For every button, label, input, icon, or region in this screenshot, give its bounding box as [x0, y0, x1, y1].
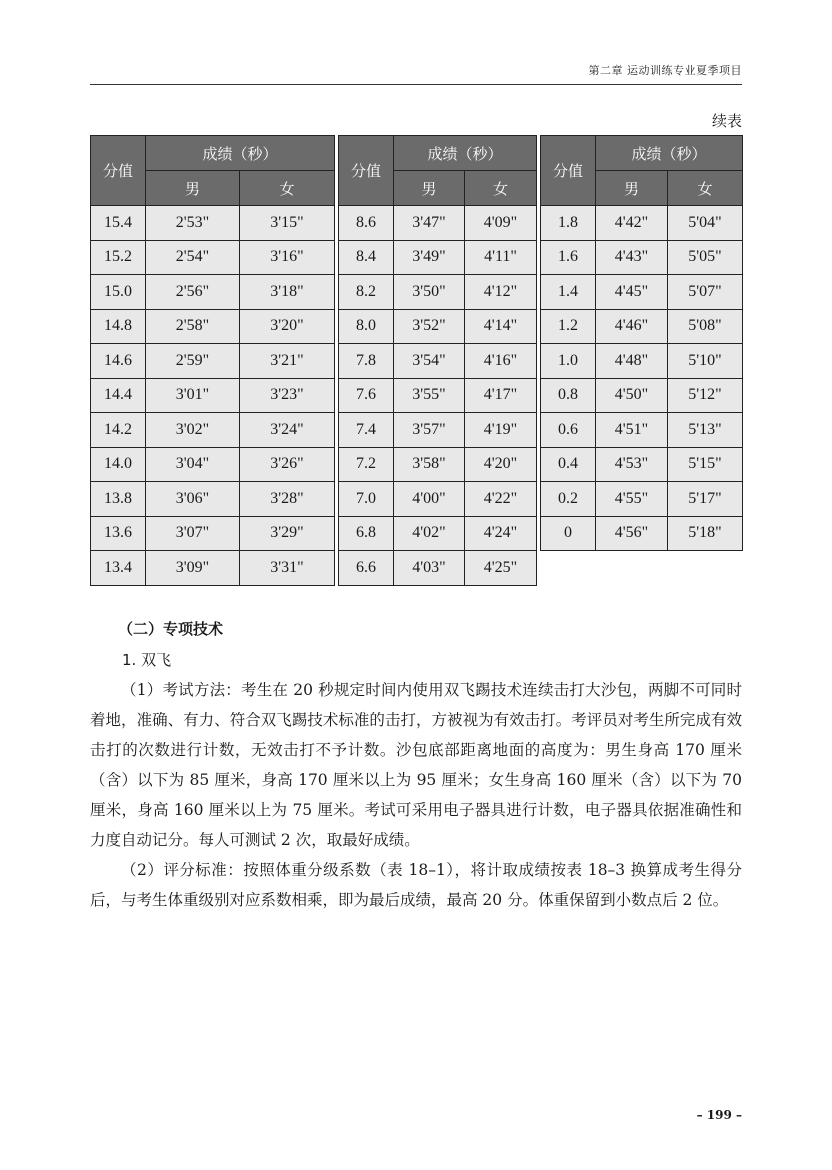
table-row [339, 413, 537, 448]
score-cell: 13.6 [91, 516, 146, 551]
female-time-cell: 4'24" [465, 516, 537, 551]
table-row [91, 482, 335, 517]
score-cell: 1.6 [541, 240, 596, 275]
male-time-cell: 3'06" [146, 482, 240, 517]
male-time-cell: 4'43" [596, 240, 668, 275]
male-time-cell: 4'50" [596, 378, 668, 413]
score-cell: 14.0 [91, 447, 146, 482]
score-cell: 14.8 [91, 309, 146, 344]
score-cell: 7.2 [339, 447, 394, 482]
female-time-cell: 3'21" [240, 344, 335, 379]
female-time-cell: 3'20" [240, 309, 335, 344]
male-column-header: 男 [596, 171, 668, 206]
score-cell: 8.4 [339, 240, 394, 275]
male-time-cell: 3'50" [394, 275, 465, 310]
female-time-cell: 3'29" [240, 516, 335, 551]
male-time-cell: 4'42" [596, 206, 668, 241]
female-time-cell: 3'23" [240, 378, 335, 413]
table-row [541, 482, 743, 517]
score-cell: 14.6 [91, 344, 146, 379]
table-row [541, 516, 743, 551]
male-time-cell: 4'46" [596, 309, 668, 344]
score-column-header: 分值 [91, 136, 146, 206]
female-time-cell: 4'25" [465, 551, 537, 586]
female-time-cell: 3'24" [240, 413, 335, 448]
table-row [541, 413, 743, 448]
score-cell: 7.0 [339, 482, 394, 517]
score-cell: 0 [541, 516, 596, 551]
female-time-cell: 3'18" [240, 275, 335, 310]
female-time-cell: 3'26" [240, 447, 335, 482]
male-column-header: 男 [146, 171, 240, 206]
score-cell: 0.4 [541, 447, 596, 482]
male-time-cell: 3'01" [146, 378, 240, 413]
table-row [339, 516, 537, 551]
table-row [91, 551, 335, 586]
female-time-cell: 3'16" [240, 240, 335, 275]
score-column-header: 分值 [541, 136, 596, 206]
female-column-header: 女 [240, 171, 335, 206]
female-time-cell: 4'14" [465, 309, 537, 344]
table-row [91, 447, 335, 482]
table-row [91, 413, 335, 448]
female-time-cell: 5'12" [668, 378, 743, 413]
table-row [339, 378, 537, 413]
score-cell: 1.8 [541, 206, 596, 241]
male-column-header: 男 [394, 171, 465, 206]
female-time-cell: 4'20" [465, 447, 537, 482]
table-row [541, 240, 743, 275]
male-time-cell: 3'02" [146, 413, 240, 448]
female-time-cell: 5'10" [668, 344, 743, 379]
female-time-cell: 5'17" [668, 482, 743, 517]
female-time-cell: 3'31" [240, 551, 335, 586]
score-cell: 15.4 [91, 206, 146, 241]
score-cell: 15.0 [91, 275, 146, 310]
female-column-header: 女 [668, 171, 743, 206]
table-row [339, 309, 537, 344]
female-time-cell: 4'22" [465, 482, 537, 517]
table-row [91, 344, 335, 379]
male-time-cell: 4'48" [596, 344, 668, 379]
male-time-cell: 3'57" [394, 413, 465, 448]
male-time-cell: 4'00" [394, 482, 465, 517]
score-column-header: 分值 [339, 136, 394, 206]
female-time-cell: 3'15" [240, 206, 335, 241]
score-table-3 [540, 135, 743, 551]
table-row [339, 447, 537, 482]
table-row [541, 275, 743, 310]
running-head: 第二章 运动训练专业夏季项目 [588, 64, 742, 77]
male-time-cell: 3'52" [394, 309, 465, 344]
female-time-cell: 3'28" [240, 482, 335, 517]
score-cell: 8.6 [339, 206, 394, 241]
female-time-cell: 5'04" [668, 206, 743, 241]
table-row [541, 344, 743, 379]
female-time-cell: 5'05" [668, 240, 743, 275]
page-number: – 199 – [696, 1108, 742, 1122]
female-column-header: 女 [465, 171, 537, 206]
table-row [91, 516, 335, 551]
table-row [91, 309, 335, 344]
female-time-cell: 4'12" [465, 275, 537, 310]
male-time-cell: 3'04" [146, 447, 240, 482]
score-cell: 14.4 [91, 378, 146, 413]
score-cell: 1.4 [541, 275, 596, 310]
result-column-header: 成绩（秒） [394, 136, 537, 171]
score-cell: 0.6 [541, 413, 596, 448]
table-row [91, 240, 335, 275]
score-cell: 8.0 [339, 309, 394, 344]
table-row [91, 378, 335, 413]
score-cell: 14.2 [91, 413, 146, 448]
female-time-cell: 4'17" [465, 378, 537, 413]
female-time-cell: 5'08" [668, 309, 743, 344]
score-cell: 8.2 [339, 275, 394, 310]
table-row [91, 206, 335, 241]
female-time-cell: 5'18" [668, 516, 743, 551]
male-time-cell: 4'03" [394, 551, 465, 586]
score-cell: 7.6 [339, 378, 394, 413]
male-time-cell: 2'56" [146, 275, 240, 310]
male-time-cell: 3'55" [394, 378, 465, 413]
table-row [339, 482, 537, 517]
female-time-cell: 5'13" [668, 413, 743, 448]
result-column-header: 成绩（秒） [596, 136, 743, 171]
male-time-cell: 4'51" [596, 413, 668, 448]
female-time-cell: 4'19" [465, 413, 537, 448]
male-time-cell: 4'56" [596, 516, 668, 551]
score-table-2 [338, 135, 537, 586]
table-row [339, 206, 537, 241]
male-time-cell: 4'55" [596, 482, 668, 517]
female-time-cell: 4'09" [465, 206, 537, 241]
header-rule [90, 84, 742, 85]
female-time-cell: 5'07" [668, 275, 743, 310]
female-time-cell: 4'16" [465, 344, 537, 379]
male-time-cell: 3'47" [394, 206, 465, 241]
score-cell: 6.6 [339, 551, 394, 586]
female-time-cell: 5'15" [668, 447, 743, 482]
score-cell: 7.8 [339, 344, 394, 379]
table-row [541, 309, 743, 344]
female-time-cell: 4'11" [465, 240, 537, 275]
score-cell: 13.8 [91, 482, 146, 517]
score-cell: 13.4 [91, 551, 146, 586]
exam-method-paragraph: （1）考试方法：考生在 20 秒规定时间内使用双飞踢技术连续击打大沙包，两脚不可同时着地，准确、有力、符合双飞踢技术标准的击打，方被视为有效击打。考评员对考生所完成有效击打的次数进行计数，无效击打不予计数。沙包底部距离地面的高度为：男生身高 170 厘米（含）以下为 85 厘米，身高 170 厘米以上为 95 厘米；女生身高 160 厘米（含）以下为 70 厘米，身高 160 厘米以上为 75 厘米。考试可采用电子器具进行计数，电子器具依据准确性和力度自动记分。每人可测试 2 次，取最好成绩。 [90, 681, 742, 849]
male-time-cell: 2'58" [146, 309, 240, 344]
table-row [339, 551, 537, 586]
scoring-standard-paragraph: （2）评分标准：按照体重分级系数（表 18–1），将计取成绩按表 18–3 换算成考生得分后，与考生体重级别对应系数相乘，即为最后成绩，最高 20 分。体重保留到小数点后 2 位。 [90, 861, 742, 909]
score-cell: 1.2 [541, 309, 596, 344]
section-title: （二）专项技术 [118, 620, 224, 638]
result-column-header: 成绩（秒） [146, 136, 335, 171]
table-row [541, 206, 743, 241]
male-time-cell: 3'09" [146, 551, 240, 586]
score-table-1 [90, 135, 335, 586]
male-time-cell: 2'54" [146, 240, 240, 275]
table-row [339, 344, 537, 379]
subsection-title: 1. 双飞 [122, 651, 172, 669]
score-cell: 0.2 [541, 482, 596, 517]
score-cell: 6.8 [339, 516, 394, 551]
continued-table-label: 续表 [711, 112, 742, 130]
male-time-cell: 4'02" [394, 516, 465, 551]
table-row [541, 378, 743, 413]
male-time-cell: 4'53" [596, 447, 668, 482]
score-cell: 7.4 [339, 413, 394, 448]
male-time-cell: 3'58" [394, 447, 465, 482]
table-row [541, 447, 743, 482]
male-time-cell: 3'54" [394, 344, 465, 379]
table-row [91, 275, 335, 310]
table-row [339, 240, 537, 275]
male-time-cell: 2'53" [146, 206, 240, 241]
male-time-cell: 3'07" [146, 516, 240, 551]
male-time-cell: 3'49" [394, 240, 465, 275]
score-cell: 1.0 [541, 344, 596, 379]
score-cell: 0.8 [541, 378, 596, 413]
table-row [339, 275, 537, 310]
male-time-cell: 4'45" [596, 275, 668, 310]
score-cell: 15.2 [91, 240, 146, 275]
male-time-cell: 2'59" [146, 344, 240, 379]
